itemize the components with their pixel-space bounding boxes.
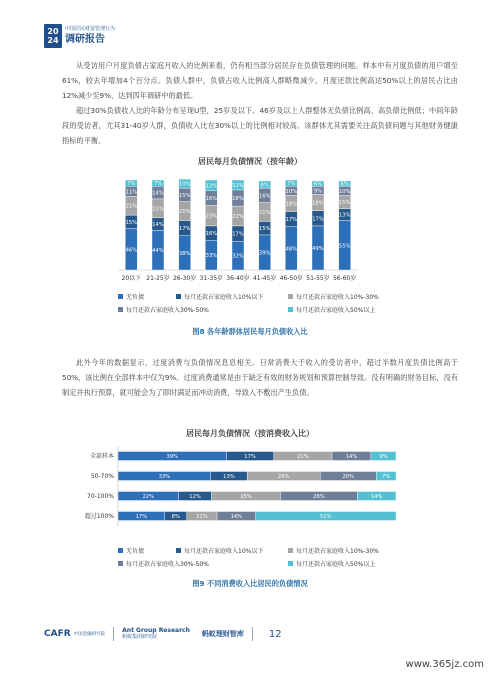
chart1-data-label-7-1: 17% bbox=[312, 216, 324, 223]
ant-research-logo-cn: 蚂蚁集团研究院 bbox=[122, 634, 158, 640]
chart1-age-debt bbox=[0, 170, 500, 330]
chart1-tick-8: 56-60岁 bbox=[332, 275, 357, 282]
chart1-data-label-0-2: 21% bbox=[125, 203, 138, 210]
chart2-legend-swatch-2 bbox=[288, 548, 293, 553]
chart2-data-label-0-1: 17% bbox=[244, 454, 256, 460]
chart1-legend-swatch-1 bbox=[176, 294, 181, 299]
report-header bbox=[44, 22, 115, 50]
chart1-data-label-7-0: 49% bbox=[312, 245, 324, 252]
chart2-legend-label-1: 每月还款占家庭收入10%以下 bbox=[184, 548, 264, 555]
watermark: www.365jz.com bbox=[405, 659, 484, 670]
chart2-legend-label-2: 每月还款占家庭收入10%-30% bbox=[296, 548, 379, 555]
header-subtitle: 中国居民财富管理行为 bbox=[65, 26, 116, 32]
chart2-tick-2: 70-100% bbox=[87, 493, 114, 500]
chart1-data-label-4-0: 32% bbox=[232, 253, 244, 260]
chart2-data-label-3-3: 14% bbox=[230, 514, 243, 520]
chart1-data-label-1-0: 44% bbox=[152, 248, 164, 255]
chart1-data-label-1-1: 14% bbox=[152, 222, 164, 229]
chart1-caption: 图8 各年龄群体居民每月负债收入比 bbox=[192, 327, 308, 336]
chart1-legend-swatch-2 bbox=[288, 294, 293, 299]
chart2-data-label-1-4: 7% bbox=[382, 474, 391, 480]
chart1-legend-label-4: 每月还款占家庭收入50%以上 bbox=[296, 307, 376, 314]
chart2-data-label-2-1: 12% bbox=[189, 494, 201, 500]
chart1-data-label-8-1: 13% bbox=[338, 212, 351, 219]
chart2-tick-3: 超过100% bbox=[84, 513, 114, 520]
chart2-data-label-2-3: 28% bbox=[313, 494, 325, 500]
chart2-data-label-0-3: 14% bbox=[345, 454, 358, 460]
chart1-tick-3: 31-35岁 bbox=[199, 275, 224, 282]
chart1-data-label-1-3: 14% bbox=[152, 190, 164, 197]
chart1-data-label-0-0: 46% bbox=[125, 247, 138, 254]
footer-divider-2 bbox=[252, 627, 253, 641]
chart2-data-label-2-2: 25% bbox=[240, 494, 252, 500]
chart1-data-label-0-4: 7% bbox=[127, 181, 136, 188]
chart1-data-label-6-1: 17% bbox=[285, 217, 298, 224]
chart1-data-label-5-0: 39% bbox=[258, 250, 271, 257]
chart2-data-label-0-0: 39% bbox=[166, 454, 178, 460]
footer bbox=[44, 624, 464, 644]
chart1-tick-7: 51-55岁 bbox=[306, 275, 330, 282]
chart1-data-label-3-1: 16% bbox=[205, 231, 218, 238]
chart1-data-label-4-4: 11% bbox=[232, 182, 244, 189]
chart1-data-label-2-2: 21% bbox=[178, 209, 191, 216]
chart1-data-label-2-1: 17% bbox=[178, 226, 191, 233]
chart1-legend-label-2: 每月还款占家庭收入10%-30% bbox=[296, 294, 379, 301]
chart2-data-label-1-1: 13% bbox=[223, 474, 235, 480]
chart1-data-label-2-3: 15% bbox=[178, 192, 191, 199]
chart2-legend-label-4: 每月还款占家庭收入50%以上 bbox=[296, 561, 376, 568]
chart1-data-label-4-2: 22% bbox=[232, 214, 244, 220]
chart2-data-label-1-2: 26% bbox=[277, 474, 290, 480]
chart2-data-label-0-4: 9% bbox=[379, 454, 388, 460]
cafr-logo: CAFR bbox=[44, 629, 71, 639]
chart1-data-label-1-4: 7% bbox=[153, 181, 163, 188]
chart1-data-label-8-2: 15% bbox=[338, 200, 351, 207]
report-logo bbox=[44, 24, 62, 48]
logo-year-bottom: 24 bbox=[47, 36, 59, 45]
chart2-data-label-2-4: 14% bbox=[370, 494, 383, 500]
chart1-tick-2: 26-30岁 bbox=[172, 275, 197, 282]
chart1-legend-swatch-4 bbox=[288, 307, 293, 312]
chart2-data-label-3-2: 11% bbox=[196, 514, 208, 520]
page-number: 12 bbox=[268, 628, 282, 640]
ant-research-logo: Ant Group Research bbox=[122, 627, 190, 634]
chart1-tick-0: 20以下 bbox=[121, 275, 142, 282]
chart1-legend-swatch-0 bbox=[118, 294, 123, 299]
chart1-title: 居民每月负债情况（按年龄） bbox=[198, 157, 302, 166]
chart1-data-label-7-3: 9% bbox=[313, 188, 323, 195]
chart1-data-label-5-4: 8% bbox=[260, 182, 269, 189]
chart1-legend-label-1: 每月还款占家庭收入10%以下 bbox=[184, 294, 264, 301]
chart1-data-label-3-3: 16% bbox=[205, 196, 218, 202]
chart2-legend-swatch-0 bbox=[118, 548, 123, 553]
chart1-data-label-2-0: 38% bbox=[178, 250, 191, 257]
chart1-tick-1: 21-25岁 bbox=[146, 275, 170, 282]
chart1-data-label-6-0: 48% bbox=[285, 246, 298, 253]
chart1-data-label-3-2: 23% bbox=[205, 213, 218, 220]
chart1-data-label-5-2: 21% bbox=[258, 209, 271, 216]
paragraph-1: 从受访用户月度负债占家庭月收入的比例来看，仍有相当部分居民存在负债管理的问题。样本中有月度负债的用户增至61%，较去年增加4个百分点。负债人群中，负债占收入比例高人群略微减少，月度还款比例高达50%以上的居民占比由12%减少至9%，达到四年调研中的最低。 bbox=[62, 61, 458, 100]
chart1-data-label-2-4: 10% bbox=[178, 181, 191, 188]
logo-year-top: 20 bbox=[47, 27, 59, 36]
chart2-data-label-3-0: 17% bbox=[135, 514, 148, 520]
chart2-consumption-debt bbox=[0, 440, 500, 580]
header-title: 调研报告 bbox=[65, 34, 105, 45]
chart1-data-label-1-2: 21% bbox=[152, 206, 164, 213]
chart1-tick-5: 41-45岁 bbox=[252, 275, 277, 282]
chart2-data-label-3-1: 8% bbox=[171, 514, 180, 520]
chart2-data-label-1-0: 33% bbox=[158, 474, 171, 480]
chart2-legend-label-3: 每月还款占家庭收入30%-50% bbox=[126, 561, 209, 568]
chart1-legend-label-3: 每月还款占家庭收入30%-50% bbox=[126, 307, 209, 314]
chart2-tick-0: 全部样本 bbox=[89, 453, 114, 460]
footer-divider bbox=[113, 627, 114, 641]
chart1-data-label-3-0: 33% bbox=[205, 253, 218, 260]
paragraph-2: 超过30%负债收入比的年龄分布呈现U型，25岁及以下、46岁及以上人群整体无负债比例高、高负债比例低；中间年龄段的受访者，尤其31-40岁人群，负债收入比在30%以上的比例相对较高。该群体尤其需要关注高负债问题与其他财务健康指标的平衡。 bbox=[62, 106, 458, 145]
chart1-data-label-0-1: 15% bbox=[125, 219, 138, 226]
chart2-data-label-3-4: 51% bbox=[320, 514, 332, 520]
chart2-tick-1: 50-70% bbox=[90, 473, 114, 480]
chart1-data-label-3-4: 12% bbox=[205, 183, 218, 190]
chart2-legend-swatch-4 bbox=[288, 561, 293, 566]
chart2-data-label-1-3: 20% bbox=[342, 474, 355, 480]
chart1-tick-6: 46-50岁 bbox=[279, 275, 304, 282]
chart2-data-label-2-0: 22% bbox=[142, 494, 155, 500]
chart2-data-label-0-2: 21% bbox=[297, 454, 309, 460]
chart1-data-label-6-2: 18% bbox=[285, 201, 298, 208]
chart1-data-label-7-4: 6% bbox=[313, 181, 323, 188]
chart1-data-label-8-4: 6% bbox=[340, 181, 349, 188]
chart2-legend-swatch-1 bbox=[176, 548, 181, 553]
chart1-data-label-8-3: 10% bbox=[338, 188, 351, 195]
chart1-tick-4: 36-40岁 bbox=[226, 275, 250, 282]
cafr-logo-sub: 中国金融研究院 bbox=[73, 631, 106, 637]
chart2-title: 居民每月负债情况（按消费收入比） bbox=[186, 429, 314, 438]
chart1-data-label-6-3: 10% bbox=[285, 188, 298, 195]
chart1-legend-swatch-3 bbox=[118, 307, 123, 312]
chart1-data-label-5-1: 15% bbox=[258, 226, 271, 233]
chart2-legend-swatch-3 bbox=[118, 561, 123, 566]
ant-wealth-logo: 蚂蚁理财智库 bbox=[201, 630, 244, 638]
chart1-data-label-7-2: 18% bbox=[312, 200, 324, 207]
chart1-data-label-6-4: 7% bbox=[287, 181, 296, 188]
paragraph-3: 此外今年的数据显示，过度消费与负债情况息息相关。日常消费大于收入的受访者中，超过半数月度负债比例高于50%，该比例在全部样本中仅为9%。过度消费通常是由于缺乏有效的财务规划和预算控制导致。没有明确的财务目标，没有制定并执行预算，就可能会为了即时满足而冲动消费，导致入不敷出产生负债。 bbox=[62, 358, 458, 397]
chart1-data-label-8-0: 55% bbox=[338, 243, 351, 250]
chart1-data-label-5-3: 16% bbox=[258, 193, 271, 200]
chart1-data-label-4-1: 17% bbox=[232, 231, 244, 238]
chart1-legend-label-0: 无负债 bbox=[126, 294, 145, 301]
chart2-caption: 图9 不同消费收入比居民的负债情况 bbox=[192, 579, 308, 588]
chart2-legend-label-0: 无负债 bbox=[126, 548, 145, 555]
chart1-data-label-4-3: 18% bbox=[232, 196, 244, 202]
chart1-data-label-0-3: 11% bbox=[125, 189, 138, 196]
